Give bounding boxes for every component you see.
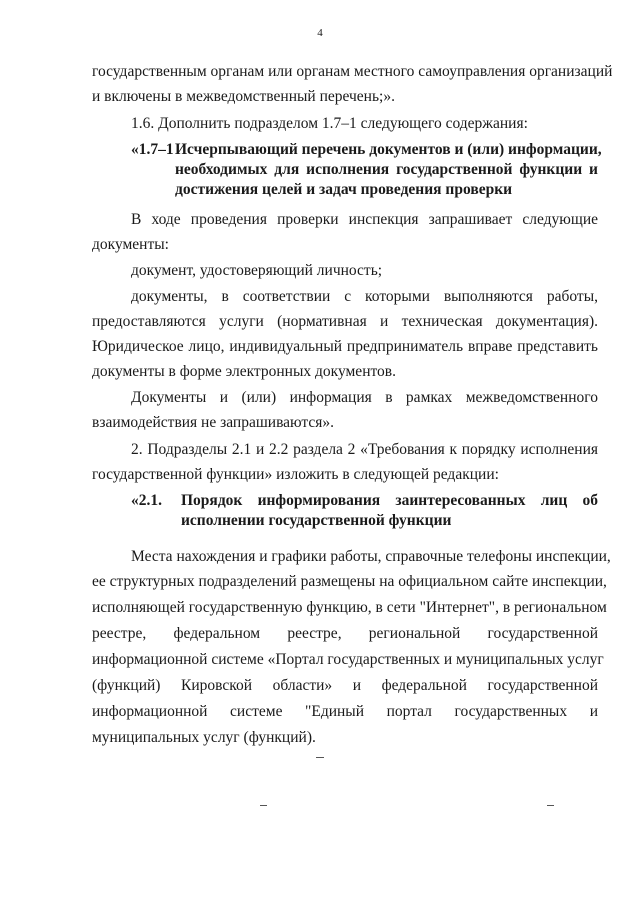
paragraph-line: 1.6. Дополнить подразделом 1.7–1 следующего содержания: (131, 115, 528, 132)
paragraph-line: Юридическое лицо, индивидуальный предприниматель вправе представить (92, 338, 598, 355)
section-heading-line: исполнении государственной функции (181, 512, 452, 529)
paragraph-line: информационной системе "Единый портал государственных и (92, 703, 598, 720)
section-heading-number: «1.7–1 (131, 141, 174, 158)
paragraph-line: государственной функции» изложить в следующей редакции: (92, 466, 499, 483)
section-heading-number: «2.1. (131, 492, 162, 509)
paragraph-line: информационной системе «Портал государственных и муниципальных услуг (92, 651, 604, 668)
scan-mark (316, 757, 324, 758)
page-number: 4 (317, 27, 323, 39)
section-heading-line: достижения целей и задач проведения проверки (175, 181, 513, 198)
section-heading-line: Порядок информирования заинтересованных лиц об (181, 492, 598, 509)
paragraph-line: муниципальных услуг (функций). (92, 729, 316, 746)
paragraph-line: взаимодействия не запрашиваются». (92, 414, 335, 431)
paragraph-line: Документы и (или) информация в рамках межведомственного (131, 389, 598, 406)
section-heading-1-7-1 (131, 140, 602, 200)
section-heading-line: Исчерпывающий перечень документов и (или) информации, (175, 141, 602, 158)
section-heading-line: необходимых для исполнения государственной функции и (175, 161, 598, 178)
paragraph-line: (функций) Кировской области» и федеральной государственной (92, 677, 598, 694)
paragraph-line: ее структурных подразделений размещены на официальном сайте инспекции, (92, 573, 607, 590)
paragraph-line: предоставляются услуги (нормативная и техническая документация). (92, 313, 598, 330)
paragraph-line: государственным органам или органам местного самоуправления организаций (92, 63, 613, 80)
paragraph-line: исполняющей государственную функцию, в сети "Интернет", в региональном (92, 599, 607, 616)
paragraph-line: документы в форме электронных документов. (92, 363, 396, 380)
section-heading-2-1 (131, 491, 598, 531)
paragraph-line: 2. Подразделы 2.1 и 2.2 раздела 2 «Требования к порядку исполнения (131, 441, 598, 458)
paragraph-line: документы, в соответствии с которыми выполняются работы, (131, 288, 598, 305)
paragraph-line: В ходе проведения проверки инспекция запрашивает следующие (131, 211, 598, 228)
paragraph-line: и включены в межведомственный перечень;». (92, 88, 395, 105)
paragraph-line: документы: (92, 236, 169, 253)
paragraph-line: реестре, федеральном реестре, региональной государственной (92, 625, 598, 642)
paragraph-line: Места нахождения и графики работы, справочные телефоны инспекции, (131, 548, 611, 565)
scan-mark (260, 805, 267, 806)
paragraph-line: документ, удостоверяющий личность; (131, 262, 383, 279)
scan-mark (547, 805, 554, 806)
